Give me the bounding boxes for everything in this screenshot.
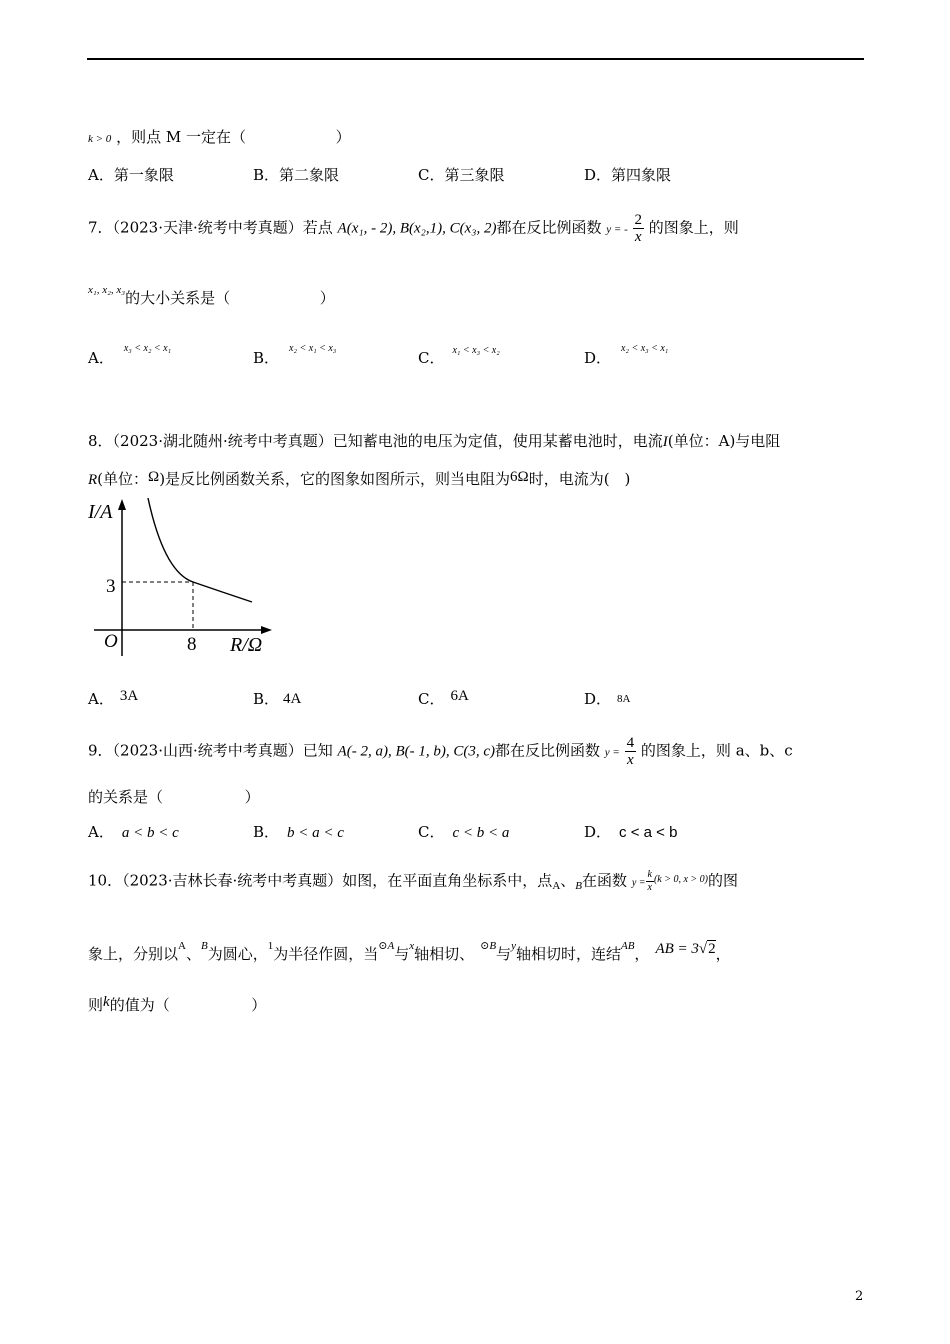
q10-mid: 在函数	[582, 871, 628, 890]
q7-number: 7．	[88, 218, 113, 237]
option-text: a < b < c	[121, 825, 179, 841]
header-rule	[87, 58, 864, 60]
option-text: 4A	[283, 691, 302, 707]
q9-number: 9．	[88, 741, 113, 760]
q9-mid: 都在反比例函数	[495, 741, 601, 760]
q10-sep: 、	[560, 871, 576, 890]
q10-number: 10．	[88, 871, 123, 890]
y-tick-label: 3	[106, 576, 116, 597]
q8-resistance-symbol: R	[88, 472, 98, 488]
q7-option-d[interactable]	[584, 343, 669, 368]
option-text: 3A	[119, 688, 139, 704]
fraction-numerator: k	[647, 869, 652, 880]
q8-line2-a: (单位：	[97, 470, 149, 488]
option-letter: C．	[418, 349, 445, 367]
q8-current-symbol: I	[662, 434, 668, 450]
fraction-denominator: x	[627, 752, 634, 768]
q6-tail-line	[88, 126, 351, 147]
q8-stem-line1	[88, 430, 780, 451]
option-text: 第四象限	[611, 166, 672, 184]
q9-option-a[interactable]	[88, 821, 179, 842]
option-text: 第一象限	[113, 166, 174, 184]
q7-mid: 都在反比例函数	[496, 218, 602, 237]
q9-close: ）	[244, 788, 260, 806]
option-letter: D．	[584, 690, 612, 708]
q7-option-b[interactable]	[253, 343, 337, 368]
q10-stem-line2	[88, 940, 731, 964]
option-text: x₁ < x₃ < x₂	[452, 345, 500, 356]
hyperbola-curve	[148, 498, 252, 602]
q8-line1-tail: (单位：A)与电阻	[667, 432, 781, 450]
option-letter: D．	[584, 166, 612, 184]
q9-option-b[interactable]	[253, 821, 344, 842]
q9-source: （2023·山西·统考中考真题）已知	[112, 741, 333, 760]
circle-a: ⊙A	[378, 940, 395, 952]
q6-option-c[interactable]	[418, 164, 505, 185]
option-letter: B．	[253, 349, 280, 367]
fraction-numerator: 4	[626, 735, 635, 751]
text: 轴相切、	[414, 945, 475, 963]
center-a: A	[178, 940, 186, 952]
q7-func-lhs: y = -	[606, 223, 628, 236]
option-letter: A．	[88, 349, 114, 367]
q9-func-lhs: y =	[604, 746, 620, 759]
q10-tail: 的图	[708, 871, 739, 890]
q10-point-b: B	[575, 879, 583, 892]
option-letter: C．	[418, 166, 445, 184]
q7-close: ）	[319, 289, 335, 307]
option-letter: D．	[584, 823, 612, 841]
q8-number: 8．	[88, 432, 113, 450]
q9-option-d[interactable]	[584, 821, 677, 842]
q7-option-a[interactable]	[88, 343, 172, 368]
q9-stem-line2	[88, 786, 260, 807]
option-text: 6A	[450, 688, 469, 704]
option-text: 第三象限	[444, 166, 505, 184]
x-tick-label: 8	[187, 634, 197, 655]
center-b: B	[200, 940, 208, 952]
k-symbol: k	[103, 994, 110, 1010]
q10-fraction	[646, 869, 654, 894]
x-axis-symbol: x	[409, 940, 415, 952]
option-letter: C．	[418, 823, 445, 841]
text: 与	[394, 945, 410, 963]
q10-stem-line3	[88, 994, 266, 1015]
text: 象上，分别以	[88, 945, 179, 963]
option-text: b < a < c	[287, 825, 344, 841]
option-letter: B．	[253, 690, 280, 708]
option-letter: B．	[253, 823, 280, 841]
text: 的值为（	[109, 996, 170, 1014]
text: ，	[634, 945, 650, 963]
q9-option-c[interactable]	[418, 821, 509, 842]
q7-source: （2023·天津·统考中考真题）若点	[112, 218, 333, 237]
text: 为圆心，	[207, 945, 268, 963]
option-letter: A．	[88, 690, 114, 708]
q7-stem-line1	[88, 212, 739, 245]
q10-point-a: A	[552, 879, 561, 892]
fraction-denominator: x	[647, 882, 652, 893]
q10-func-lhs: y =	[631, 877, 646, 889]
q8-option-a[interactable]	[88, 688, 139, 709]
x-axis-arrow	[261, 626, 272, 634]
circle-b: ⊙B	[480, 940, 497, 952]
option-letter: D．	[584, 349, 612, 367]
text: ，	[715, 945, 731, 963]
y-axis-label: I/A	[88, 501, 113, 523]
q9-points: A(- 2, a), B(- 1, b), C(3, c)	[337, 743, 495, 760]
option-text: x₂ < x₃ < x₁	[621, 343, 669, 354]
q8-option-b[interactable]	[253, 688, 302, 709]
option-letter: A．	[88, 166, 114, 184]
q8-value: 6Ω	[510, 469, 529, 485]
radius-value: 1	[267, 940, 274, 952]
text: 、	[185, 945, 201, 963]
fraction-numerator: 2	[634, 212, 643, 228]
q8-line1: （2023·湖北随州·统考中考真题）已知蓄电池的电压为定值，使用某蓄电池时，电流	[112, 432, 663, 450]
q9-tail: 的图象上，则 a、b、c	[640, 741, 793, 760]
q7-tail: 的图象上，则	[648, 218, 739, 237]
q6-option-d[interactable]	[584, 164, 671, 185]
q6-close: ）	[335, 128, 351, 146]
q8-graph	[86, 496, 276, 662]
option-letter: C．	[418, 690, 445, 708]
q8-line2-b: )是反比例函数关系，它的图象如图所示，则当电阻为	[159, 470, 511, 488]
option-text: x₃ < x₂ < x₁	[123, 343, 172, 354]
option-text: 8A	[617, 693, 631, 705]
option-letter: B．	[253, 166, 280, 184]
text: 为半径作圆，当	[273, 945, 379, 963]
option-text: 第二象限	[279, 166, 340, 184]
ab-length: AB = 3	[655, 941, 699, 957]
q6-option-a[interactable]	[88, 164, 174, 185]
q9-fraction	[625, 735, 637, 768]
q10-source: （2023·吉林长春·统考中考真题）如图，在平面直角坐标系中，点	[122, 871, 553, 890]
q7-question: 的大小关系是（	[125, 289, 231, 307]
text: 轴相切时，连结	[515, 945, 621, 963]
sqrt-symbol: √2	[698, 941, 716, 957]
q6-text: ，则点 M 一定在（	[116, 128, 246, 146]
origin-label: O	[104, 631, 118, 652]
q7-fraction	[633, 212, 645, 245]
q8-omega: Ω	[148, 469, 160, 485]
y-axis-symbol: y	[511, 940, 516, 952]
q6-condition: k > 0	[88, 133, 112, 145]
option-letter: A．	[88, 823, 114, 841]
q7-vars: x₁, x₂, x₃	[88, 284, 126, 296]
q9-stem-line1	[88, 735, 793, 768]
q7-points: A(x₁, - 2), B(x₂,1), C(x₃, 2)	[337, 220, 497, 237]
option-text: c < b < a	[452, 825, 510, 841]
q10-stem-line1	[88, 869, 738, 894]
option-text: c < a < b	[619, 824, 678, 841]
segment-ab: AB	[620, 940, 635, 952]
sqrt-value: 2	[708, 941, 716, 957]
x-axis-label: R/Ω	[230, 634, 263, 656]
q6-option-b[interactable]	[253, 164, 339, 185]
q8-line2-c: 时，电流为( )	[528, 470, 631, 488]
text: ）	[251, 996, 267, 1014]
q10-func-cond: (k > 0, x > 0)	[653, 873, 708, 885]
page-number: 2	[855, 1289, 864, 1304]
q8-option-c[interactable]	[418, 688, 469, 709]
q7-option-c[interactable]	[418, 345, 500, 368]
text: 则	[88, 996, 104, 1014]
q8-option-d[interactable]	[584, 688, 631, 709]
q8-stem-line2	[88, 468, 630, 489]
y-axis-arrow	[118, 499, 126, 510]
text: 与	[496, 945, 512, 963]
q9-line2: 的关系是（	[88, 788, 164, 806]
option-text: x₂ < x₁ < x₃	[289, 343, 337, 354]
q7-stem-line2	[88, 284, 335, 308]
fraction-denominator: x	[634, 229, 642, 245]
